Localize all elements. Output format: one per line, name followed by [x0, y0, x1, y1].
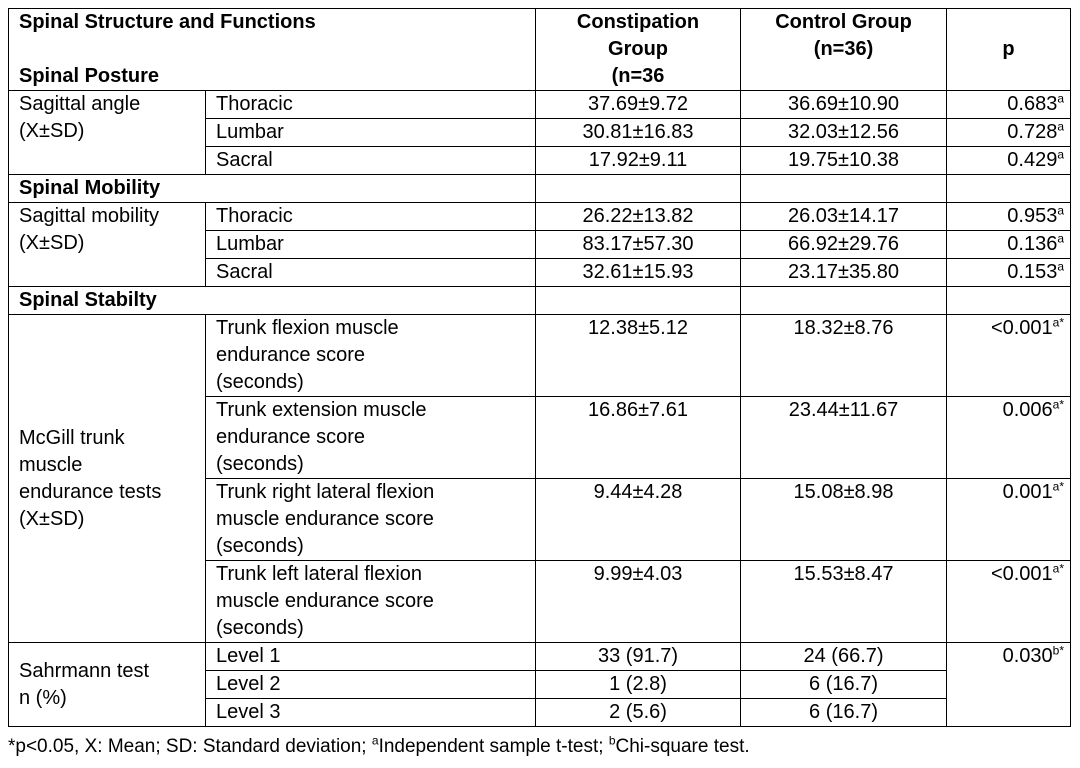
row-label: [206, 315, 536, 397]
constipation-value: 17.92±9.11: [536, 147, 741, 175]
group-label-line: Sagittal angle: [19, 93, 141, 115]
constipation-value: 30.81±16.83: [536, 119, 741, 147]
constipation-value: 32.61±15.93: [536, 259, 741, 287]
row-label-line: (seconds): [216, 617, 304, 639]
control-value: 26.03±14.17: [741, 203, 947, 231]
section-title-stability: Spinal Stabilty: [9, 287, 536, 315]
group-label-line: Sagittal mobility: [19, 205, 160, 227]
group-label-sahrmann: [9, 643, 206, 727]
group-label-line: n (%): [19, 686, 67, 709]
empty-cell: [536, 175, 741, 203]
constipation-value: 33 (91.7): [536, 643, 741, 671]
p-value: 0.153$^a$: [947, 259, 1071, 287]
constipation-value: 2 (5.6): [536, 699, 741, 727]
p-value: 0.683$^a$: [947, 91, 1071, 119]
p-value: $<0.001^{a*}$: [947, 315, 1071, 397]
header-constipation-group: [536, 9, 741, 91]
constipation-value: 9.44±4.28: [536, 479, 741, 561]
empty-cell: [741, 287, 947, 315]
row-label-line: Trunk right lateral flexion: [216, 481, 435, 503]
p-value: 0.953$^a$: [947, 203, 1071, 231]
row-label-line: endurance score: [216, 426, 365, 448]
footnote-text: Chi-square test.: [615, 736, 750, 757]
footnote-text: *p<0.05, X: Mean; SD: Standard deviation;: [8, 736, 372, 757]
row-label-line: endurance score: [216, 344, 365, 366]
row-label: Thoracic: [206, 91, 536, 119]
row-label-line: (seconds): [216, 453, 304, 475]
row-label-line: Trunk flexion muscle: [216, 317, 399, 339]
row-label: Lumbar: [206, 231, 536, 259]
constipation-value: 9.99±4.03: [536, 561, 741, 643]
section-title-mobility: Spinal Mobility: [9, 175, 536, 203]
constipation-value: 1 (2.8): [536, 671, 741, 699]
section-row-stability: [9, 287, 1071, 315]
group-label-line: endurance tests: [19, 480, 162, 503]
control-value: 23.17±35.80: [741, 259, 947, 287]
group-label-line: (X±SD): [19, 507, 85, 530]
header-constipation-line3: (n=36: [611, 65, 665, 87]
header-control-line2: (n=36): [813, 38, 874, 60]
control-value: 32.03±12.56: [741, 119, 947, 147]
empty-cell: [536, 287, 741, 315]
row-label-line: Trunk extension muscle: [216, 399, 427, 421]
row-label: Level 2: [206, 671, 536, 699]
control-value: 66.92±29.76: [741, 231, 947, 259]
header-control-group: [741, 9, 947, 91]
table-row: [9, 315, 1071, 397]
footnote-sup-a: a: [371, 733, 379, 748]
group-label-line: McGill trunk: [19, 426, 125, 449]
row-label: Sacral: [206, 259, 536, 287]
control-value: 19.75±10.38: [741, 147, 947, 175]
empty-cell: [947, 287, 1071, 315]
control-value: 36.69±10.90: [741, 91, 947, 119]
footnote-text: Independent sample t-test;: [378, 736, 609, 757]
p-value: 0.136$^a$: [947, 231, 1071, 259]
control-value: 6 (16.7): [741, 699, 947, 727]
row-label: [206, 479, 536, 561]
row-label: Sacral: [206, 147, 536, 175]
row-label-line: muscle endurance score: [216, 590, 434, 612]
p-value: $0.030^{b*}$: [947, 643, 1071, 727]
constipation-value: 16.86±7.61: [536, 397, 741, 479]
constipation-value: 83.17±57.30: [536, 231, 741, 259]
constipation-value: 26.22±13.82: [536, 203, 741, 231]
group-label-mcgill: [9, 315, 206, 643]
p-value: 0.429$^a$: [947, 147, 1071, 175]
group-label-line: Sahrmann test: [19, 659, 150, 682]
empty-cell: [947, 175, 1071, 203]
header-constipation-line2: Group: [608, 38, 669, 60]
section-row-mobility: [9, 175, 1071, 203]
footnote-sup-b: b: [608, 733, 616, 748]
row-label: Level 1: [206, 643, 536, 671]
p-value: $0.001^{a*}$: [947, 479, 1071, 561]
row-label: Thoracic: [206, 203, 536, 231]
control-value: 24 (66.7): [741, 643, 947, 671]
empty-cell: [741, 175, 947, 203]
control-value: 6 (16.7): [741, 671, 947, 699]
p-value: $0.006^{a*}$: [947, 397, 1071, 479]
group-label-line: muscle: [19, 453, 83, 476]
group-label-sagittal-angle: [9, 91, 206, 175]
table-row: [9, 203, 1071, 231]
results-table: [8, 8, 1071, 727]
row-label: Lumbar: [206, 119, 536, 147]
group-label-line: (X±SD): [19, 232, 85, 254]
constipation-value: 37.69±9.72: [536, 91, 741, 119]
constipation-value: 12.38±5.12: [536, 315, 741, 397]
group-label-line: (X±SD): [19, 120, 85, 142]
table-footnote: [8, 735, 750, 759]
row-label-line: Trunk left lateral flexion: [216, 563, 423, 585]
row-label: [206, 397, 536, 479]
group-label-sagittal-mobility: [9, 203, 206, 287]
row-label-line: (seconds): [216, 371, 304, 393]
header-constipation-line1: Constipation: [576, 11, 700, 33]
row-label-line: (seconds): [216, 535, 304, 557]
row-label: [206, 561, 536, 643]
p-value: $<0.001^{a*}$: [947, 561, 1071, 643]
section-title-posture: Spinal Posture: [9, 63, 536, 91]
table-row: [9, 643, 1071, 671]
row-label-line: muscle endurance score: [216, 508, 434, 530]
header-title: Spinal Structure and Functions: [9, 9, 536, 63]
control-value: 15.08±8.98: [741, 479, 947, 561]
control-value: 18.32±8.76: [741, 315, 947, 397]
header-p: p: [947, 9, 1071, 91]
control-value: 23.44±11.67: [741, 397, 947, 479]
header-row: [9, 9, 1071, 63]
header-control-line1: Control Group: [775, 11, 912, 33]
control-value: 15.53±8.47: [741, 561, 947, 643]
row-label: Level 3: [206, 699, 536, 727]
table-row: [9, 91, 1071, 119]
p-value: 0.728$^a$: [947, 119, 1071, 147]
